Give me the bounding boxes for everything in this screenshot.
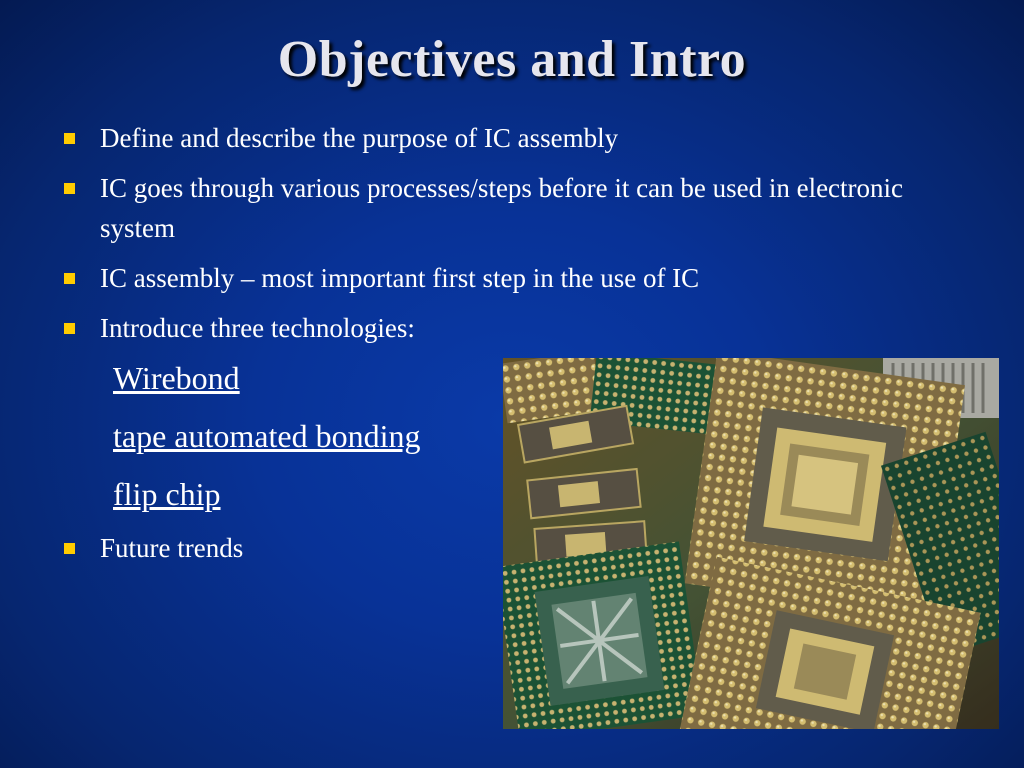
bullet-item-future — [62, 528, 243, 568]
bullet-item — [62, 118, 982, 158]
bullet-text: Define and describe the purpose of IC assembly — [100, 123, 619, 153]
bullet-text: IC assembly – most important first step in the use of IC — [100, 263, 700, 293]
bullet-item — [62, 258, 982, 298]
bullet-text: IC goes through various processes/steps before it can be used in electronic system — [100, 173, 904, 243]
bullet-item — [62, 168, 982, 248]
link-wirebond[interactable]: Wirebond — [113, 360, 240, 396]
ic-chips-illustration — [503, 358, 999, 729]
bullet-item — [62, 308, 982, 348]
link-tape-automated-bonding[interactable]: tape automated bonding — [113, 418, 421, 454]
bullet-square-icon — [64, 323, 75, 334]
bullet-text: Introduce three technologies: — [100, 313, 415, 343]
bullet-square-icon — [64, 133, 75, 144]
link-flip-chip[interactable]: flip chip — [113, 476, 221, 512]
bullet-square-icon — [64, 273, 75, 284]
ic-chips-photo — [503, 358, 999, 729]
bullet-list — [62, 118, 982, 358]
bullet-square-icon — [64, 183, 75, 194]
bullet-square-icon — [64, 543, 75, 554]
slide-title: Objectives and Intro — [277, 31, 747, 88]
bullet-text: Future trends — [100, 533, 244, 563]
